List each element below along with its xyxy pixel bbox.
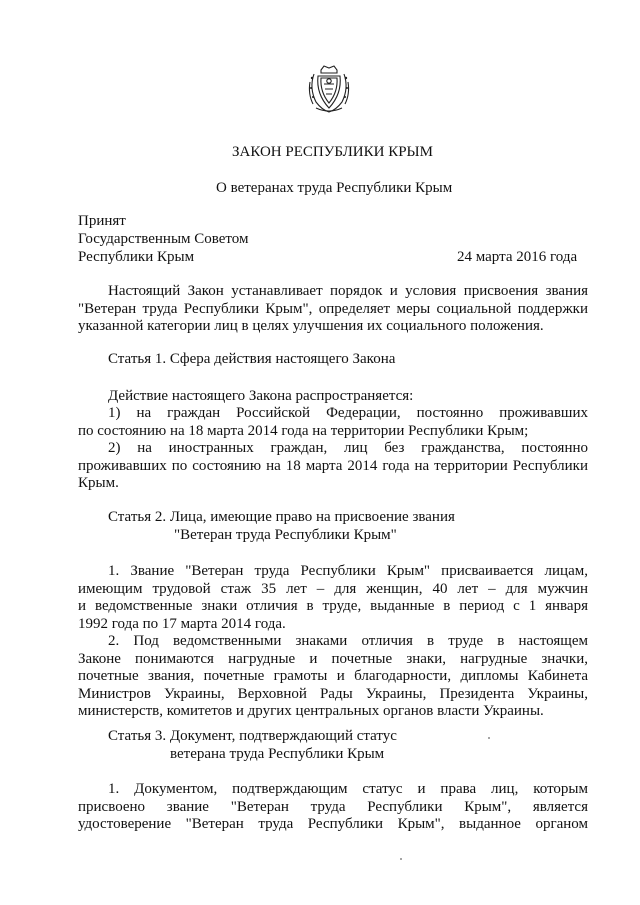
article-2-p1-line: имеющим трудовой стаж 35 лет – для женщин, 40 лет – для мужчин	[78, 580, 588, 597]
article-1-heading: Статья 1. Сфера действия настоящего Закона	[108, 351, 396, 367]
article-1-intro: Действие настоящего Закона распространяется:	[108, 388, 414, 404]
article-2-paragraph-2	[78, 633, 588, 721]
preamble-line: "Ветеран труда Республики Крым", определяет меры социальной поддержки	[78, 300, 588, 317]
article-2-heading-line-2: "Ветеран труда Республики Крым"	[174, 527, 397, 543]
scan-speck	[488, 737, 490, 739]
article-2-heading-line-1: Статья 2. Лица, имеющие право на присвоение звания	[108, 509, 455, 525]
article-1-item-2-line: Крым.	[78, 475, 119, 491]
crimea-coat-of-arms-icon	[306, 64, 352, 114]
article-2-p2-line: министерств, комитетов и других центральных органов власти Украины.	[78, 703, 544, 719]
article-3-p1-line: удостоверение "Ветеран труда Республики Крым", выданное органом	[78, 816, 588, 832]
article-2-p2-line: почетные звания, почетные грамоты и благодарности, дипломы Кабинета	[78, 668, 588, 684]
article-3-heading-line-1: Статья 3. Документ, подтверждающий статус	[108, 728, 397, 744]
law-subtitle: О ветеранах труда Республики Крым	[216, 180, 453, 196]
article-3-paragraph-1	[78, 781, 588, 834]
adoption-line-1: Принят	[78, 213, 126, 229]
preamble-line: указанной категории лиц в целях улучшения их социального положения.	[78, 318, 544, 334]
article-3-p1-line: 1. Документом, подтверждающим статус и права лиц, которым	[108, 781, 588, 797]
article-2-p2-line: 2. Под ведомственными знаками отличия в труде в настоящем	[108, 633, 588, 649]
article-1-item-1	[78, 405, 588, 440]
article-3-heading-line-2: ветерана труда Республики Крым	[170, 746, 385, 762]
article-1-item-2	[78, 440, 588, 493]
article-2-p2-line: Законе понимаются нагрудные и почетные знаки, нагрудные значки,	[78, 650, 588, 667]
article-1-item-2-line: 2) на иностранных граждан, лиц без гражданства, постоянно	[108, 440, 588, 456]
article-2-paragraph-1	[78, 563, 588, 633]
article-2-p1-line: 1992 года по 17 марта 2014 года.	[78, 615, 286, 632]
scan-speck	[400, 858, 402, 860]
article-2-p1-line: 1. Звание "Ветеран труда Республики Крым" присваивается лицам,	[108, 563, 588, 579]
article-3-p1-line: присвоено звание "Ветеран труда Республики Крым", является	[78, 798, 588, 815]
adoption-line-3: Республики Крым	[78, 249, 195, 265]
article-1-item-2-line: проживавших по состоянию на 18 марта 2014 года на территории Республики	[78, 457, 588, 474]
article-2-p2-line: Министров Украины, Верховной Рады Украины, Президента Украины,	[78, 685, 588, 702]
adoption-date: 24 марта 2016 года	[457, 249, 578, 265]
adoption-line-2: Государственным Советом	[78, 231, 249, 247]
preamble-paragraph	[78, 283, 588, 336]
preamble-line: Настоящий Закон устанавливает порядок и условия присвоения звания	[108, 283, 588, 299]
law-title: ЗАКОН РЕСПУБЛИКИ КРЫМ	[232, 144, 433, 160]
article-1-item-1-line: 1) на граждан Российской Федерации, постоянно проживавших	[108, 405, 588, 421]
article-1-item-1-line: по состоянию на 18 марта 2014 года на территории Республики Крым;	[78, 422, 529, 439]
article-2-p1-line: и ведомственные знаки отличия в труде, выданные в период с 1 января	[78, 598, 588, 614]
